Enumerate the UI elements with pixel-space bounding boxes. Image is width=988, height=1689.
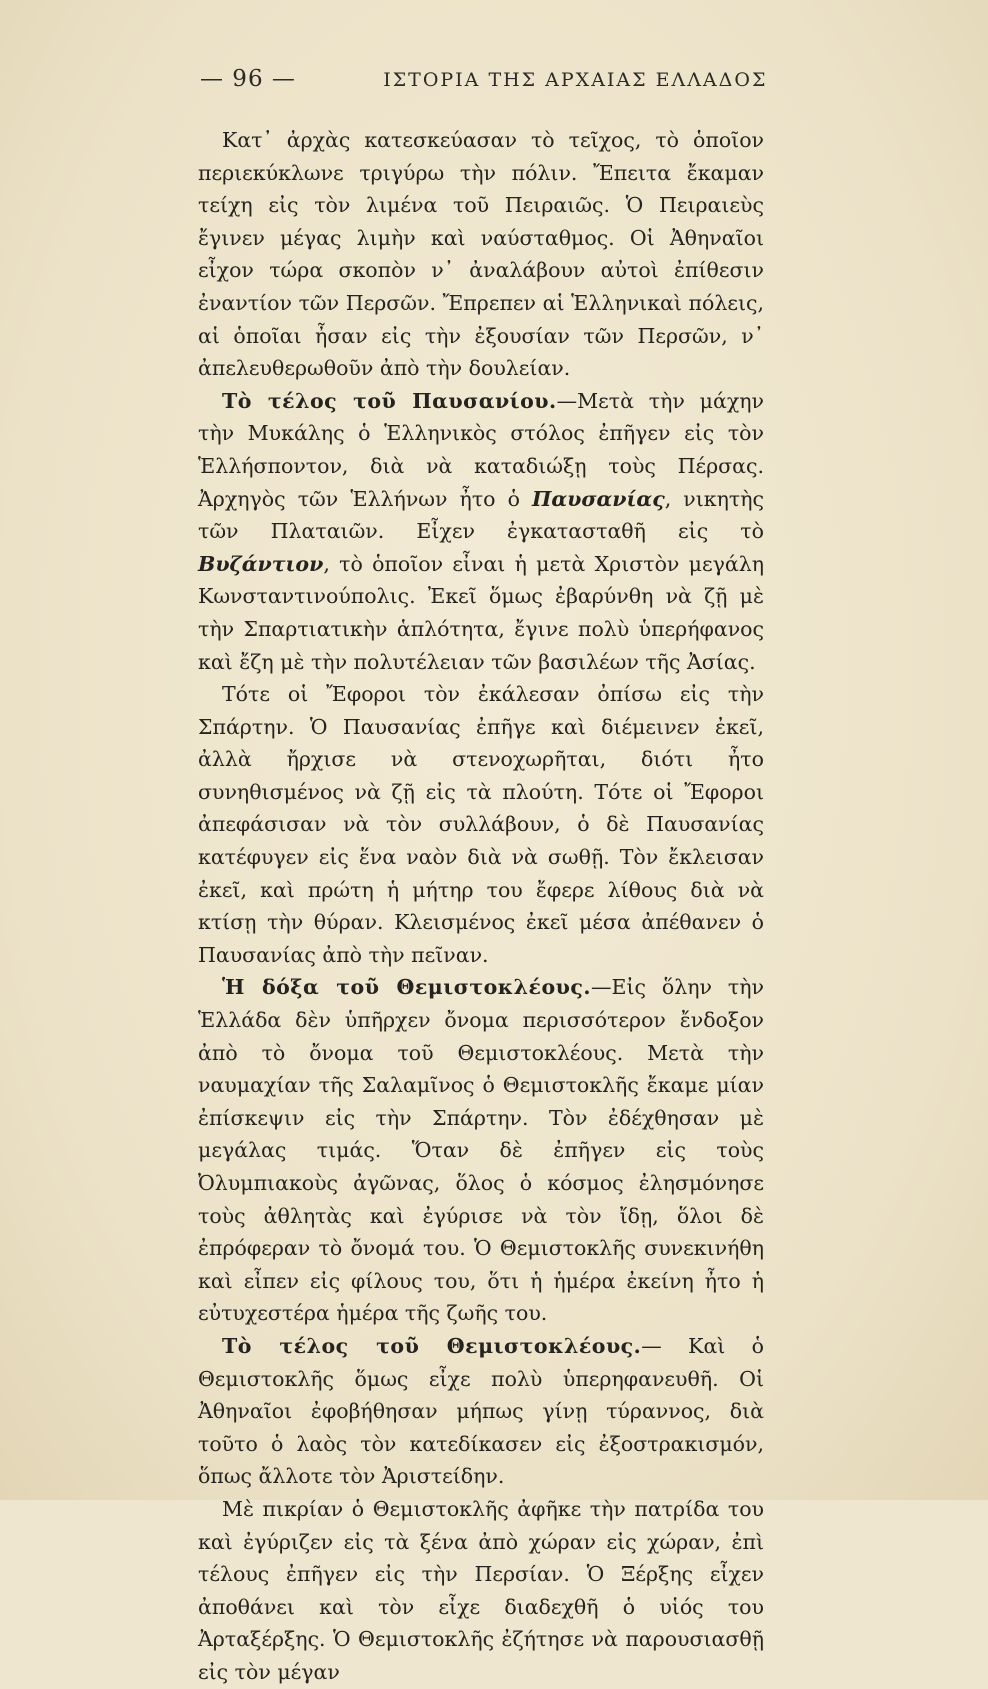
- page-number: — 96 —: [200, 66, 296, 92]
- paragraph-3: [198, 678, 764, 971]
- section-heading-pausanias-end: Τὸ τέλος τοῦ Παυσανίου.: [222, 388, 557, 413]
- paragraph-3-text: Τότε οἱ Ἔφοροι τὸν ἐκάλεσαν ὀπίσω εἰς τὴν Σπάρτην. Ὁ Παυσανίας ἐπῆγε καὶ διέμεινεν ἐκεῖ, ἀλλὰ ἤρχισε νὰ στενοχωρῆται, διότι ἦτο συνηθισμένος νὰ ζῇ εἰς τὰ πλούτη. Τότε οἱ Ἔφοροι ἀπεφάσισαν νὰ τὸν συλλάβουν, ὁ δὲ Παυσανίας κατέφυγεν εἰς ἕνα ναὸν διὰ νὰ σωθῇ. Τὸν ἔκλεισαν ἐκεῖ, καὶ πρώτη ἡ μήτηρ του ἔφερε λίθους διὰ νὰ κτίσῃ τὴν θύραν. Κλεισμένος ἐκεῖ μέσα ἀπέθανεν ὁ Παυσανίας ἀπὸ τὴν πεῖναν.: [198, 682, 764, 967]
- emphasis-byzantium: Βυζάντιον: [198, 551, 324, 576]
- emphasis-pausanias: Παυσανίας: [532, 486, 665, 511]
- section-heading-themistocles-end: Τὸ τέλος τοῦ Θεμιστοκλέους.: [222, 1333, 642, 1358]
- paragraph-2-text-a: —Μετὰ τὴν μάχην τὴν Μυκάλης ὁ Ἑλληνικὸς στόλος ἐπῆγεν εἰς τὸν Ἑλλήσποντον, διὰ νὰ καταδιώξῃ τοὺς Πέρσας. Ἀρχηγὸς τῶν Ἑλλήνων ἦτο ὁ: [198, 388, 765, 511]
- paragraph-4: [198, 971, 764, 1330]
- paragraph-6-text: Μὲ πικρίαν ὁ Θεμιστοκλῆς ἀφῆκε τὴν πατρίδα του καὶ ἐγύριζεν εἰς τὰ ξένα ἀπὸ χώραν εἰς χώραν, ἐπὶ τέλους ἐπῆγεν εἰς τὴν Περσίαν. Ὁ Ξέρξης εἶχεν ἀποθάνει καὶ τὸν εἶχε διαδεχθῆ ὁ υἱός του Ἀρταξέρξης. Ὁ Θεμιστοκλῆς ἐζήτησε νὰ παρουσιασθῇ εἰς τὸν μέγαν: [198, 1496, 764, 1684]
- paragraph-2-text-b: , νικητὴς τῶν Πλαταιῶν. Εἶχεν ἐγκατασταθῆ εἰς τὸ: [198, 486, 764, 544]
- paragraph-2: [198, 385, 764, 678]
- paragraph-5-text: — Καὶ ὁ Θεμιστοκλῆς ὅμως εἶχε πολὺ ὑπερηφανευθῆ. Οἱ Ἀθηναῖοι ἐφοβήθησαν μήπως γίνῃ τύραννος, διὰ τοῦτο ὁ λαὸς τὸν κατεδίκασεν εἰς ἐξοστρακισμόν, ὅπως ἄλλοτε τὸν Ἀριστείδην.: [198, 1333, 764, 1489]
- section-heading-themistocles-glory: Ἡ δόξα τοῦ Θεμιστοκλέους.: [222, 975, 592, 1000]
- paragraph-1-text: Κατ᾽ ἀρχὰς κατεσκεύασαν τὸ τεῖχος, τὸ ὁποῖον περιεκύκλωνε τριγύρω τὴν πόλιν. Ἔπειτα ἔκαμαν τείχη εἰς τὸν λιμένα τοῦ Πειραιῶς. Ὁ Πειραιεὺς ἔγινεν μέγας λιμὴν καὶ ναύσταθμος. Οἱ Ἀθηναῖοι εἶχον τώρα σκοπὸν ν᾽ ἀναλάβουν αὐτοὶ ἐπίθεσιν ἐναντίον τῶν Περσῶν. Ἔπρεπεν αἱ Ἑλληνικαὶ πόλεις, αἱ ὁποῖαι ἦσαν εἰς τὴν ἐξουσίαν τῶν Περσῶν, ν᾽ ἀπελευθερωθοῦν ἀπὸ τὴν δουλείαν.: [198, 128, 764, 381]
- paragraph-4-text: —Εἰς ὅλην τὴν Ἑλλάδα δὲν ὑπῆρχεν ὄνομα περισσότερον ἔνδοξον ἀπὸ τὸ ὄνομα τοῦ Θεμιστοκλέους. Μετὰ τὴν ναυμαχίαν τῆς Σαλαμῖνος ὁ Θεμιστοκλῆς ἔκαμε μίαν ἐπίσκεψιν εἰς τὴν Σπάρτην. Τὸν ἐδέχθησαν μὲ μεγάλας τιμάς. Ὅταν δὲ ἐπῆγεν εἰς τοὺς Ὀλυμπιακοὺς ἀγῶνας, ὅλος ὁ κόσμος ἐλησμόνησε τοὺς ἀθλητὰς καὶ ἐγύρισε νὰ τὸν ἴδῃ, ὅλοι δὲ ἐπρόφεραν τὸ ὄνομά του. Ὁ Θεμιστοκλῆς συνεκινήθη καὶ εἶπεν εἰς φίλους του, ὅτι ἡ ἡμέρα ἐκείνη ἦτο ἡ εὐτυχεστέρα ἡμέρα τῆς ζωῆς του.: [198, 975, 764, 1326]
- page-body: [198, 124, 764, 1689]
- paragraph-1: [198, 124, 764, 385]
- paragraph-6: [198, 1493, 764, 1689]
- running-title: ΙΣΤΟΡΙΑ ΤΗΣ ΑΡΧΑΙΑΣ ΕΛΛΑΔΟΣ: [383, 69, 768, 91]
- paragraph-2-text-c: , τὸ ὁποῖον εἶναι ἡ μετὰ Χριστὸν μεγάλη Κωνσταντινούπολις. Ἐκεῖ ὅμως ἐβαρύνθη νὰ ζῇ μὲ τὴν Σπαρτιατικὴν ἁπλότητα, ἔγινε πολὺ ὑπερήφανος καὶ ἔζη μὲ τὴν πολυτέλειαν τῶν βασιλέων τῆς Ἀσίας.: [198, 551, 764, 674]
- paragraph-5: [198, 1330, 764, 1493]
- page-header: [200, 66, 780, 92]
